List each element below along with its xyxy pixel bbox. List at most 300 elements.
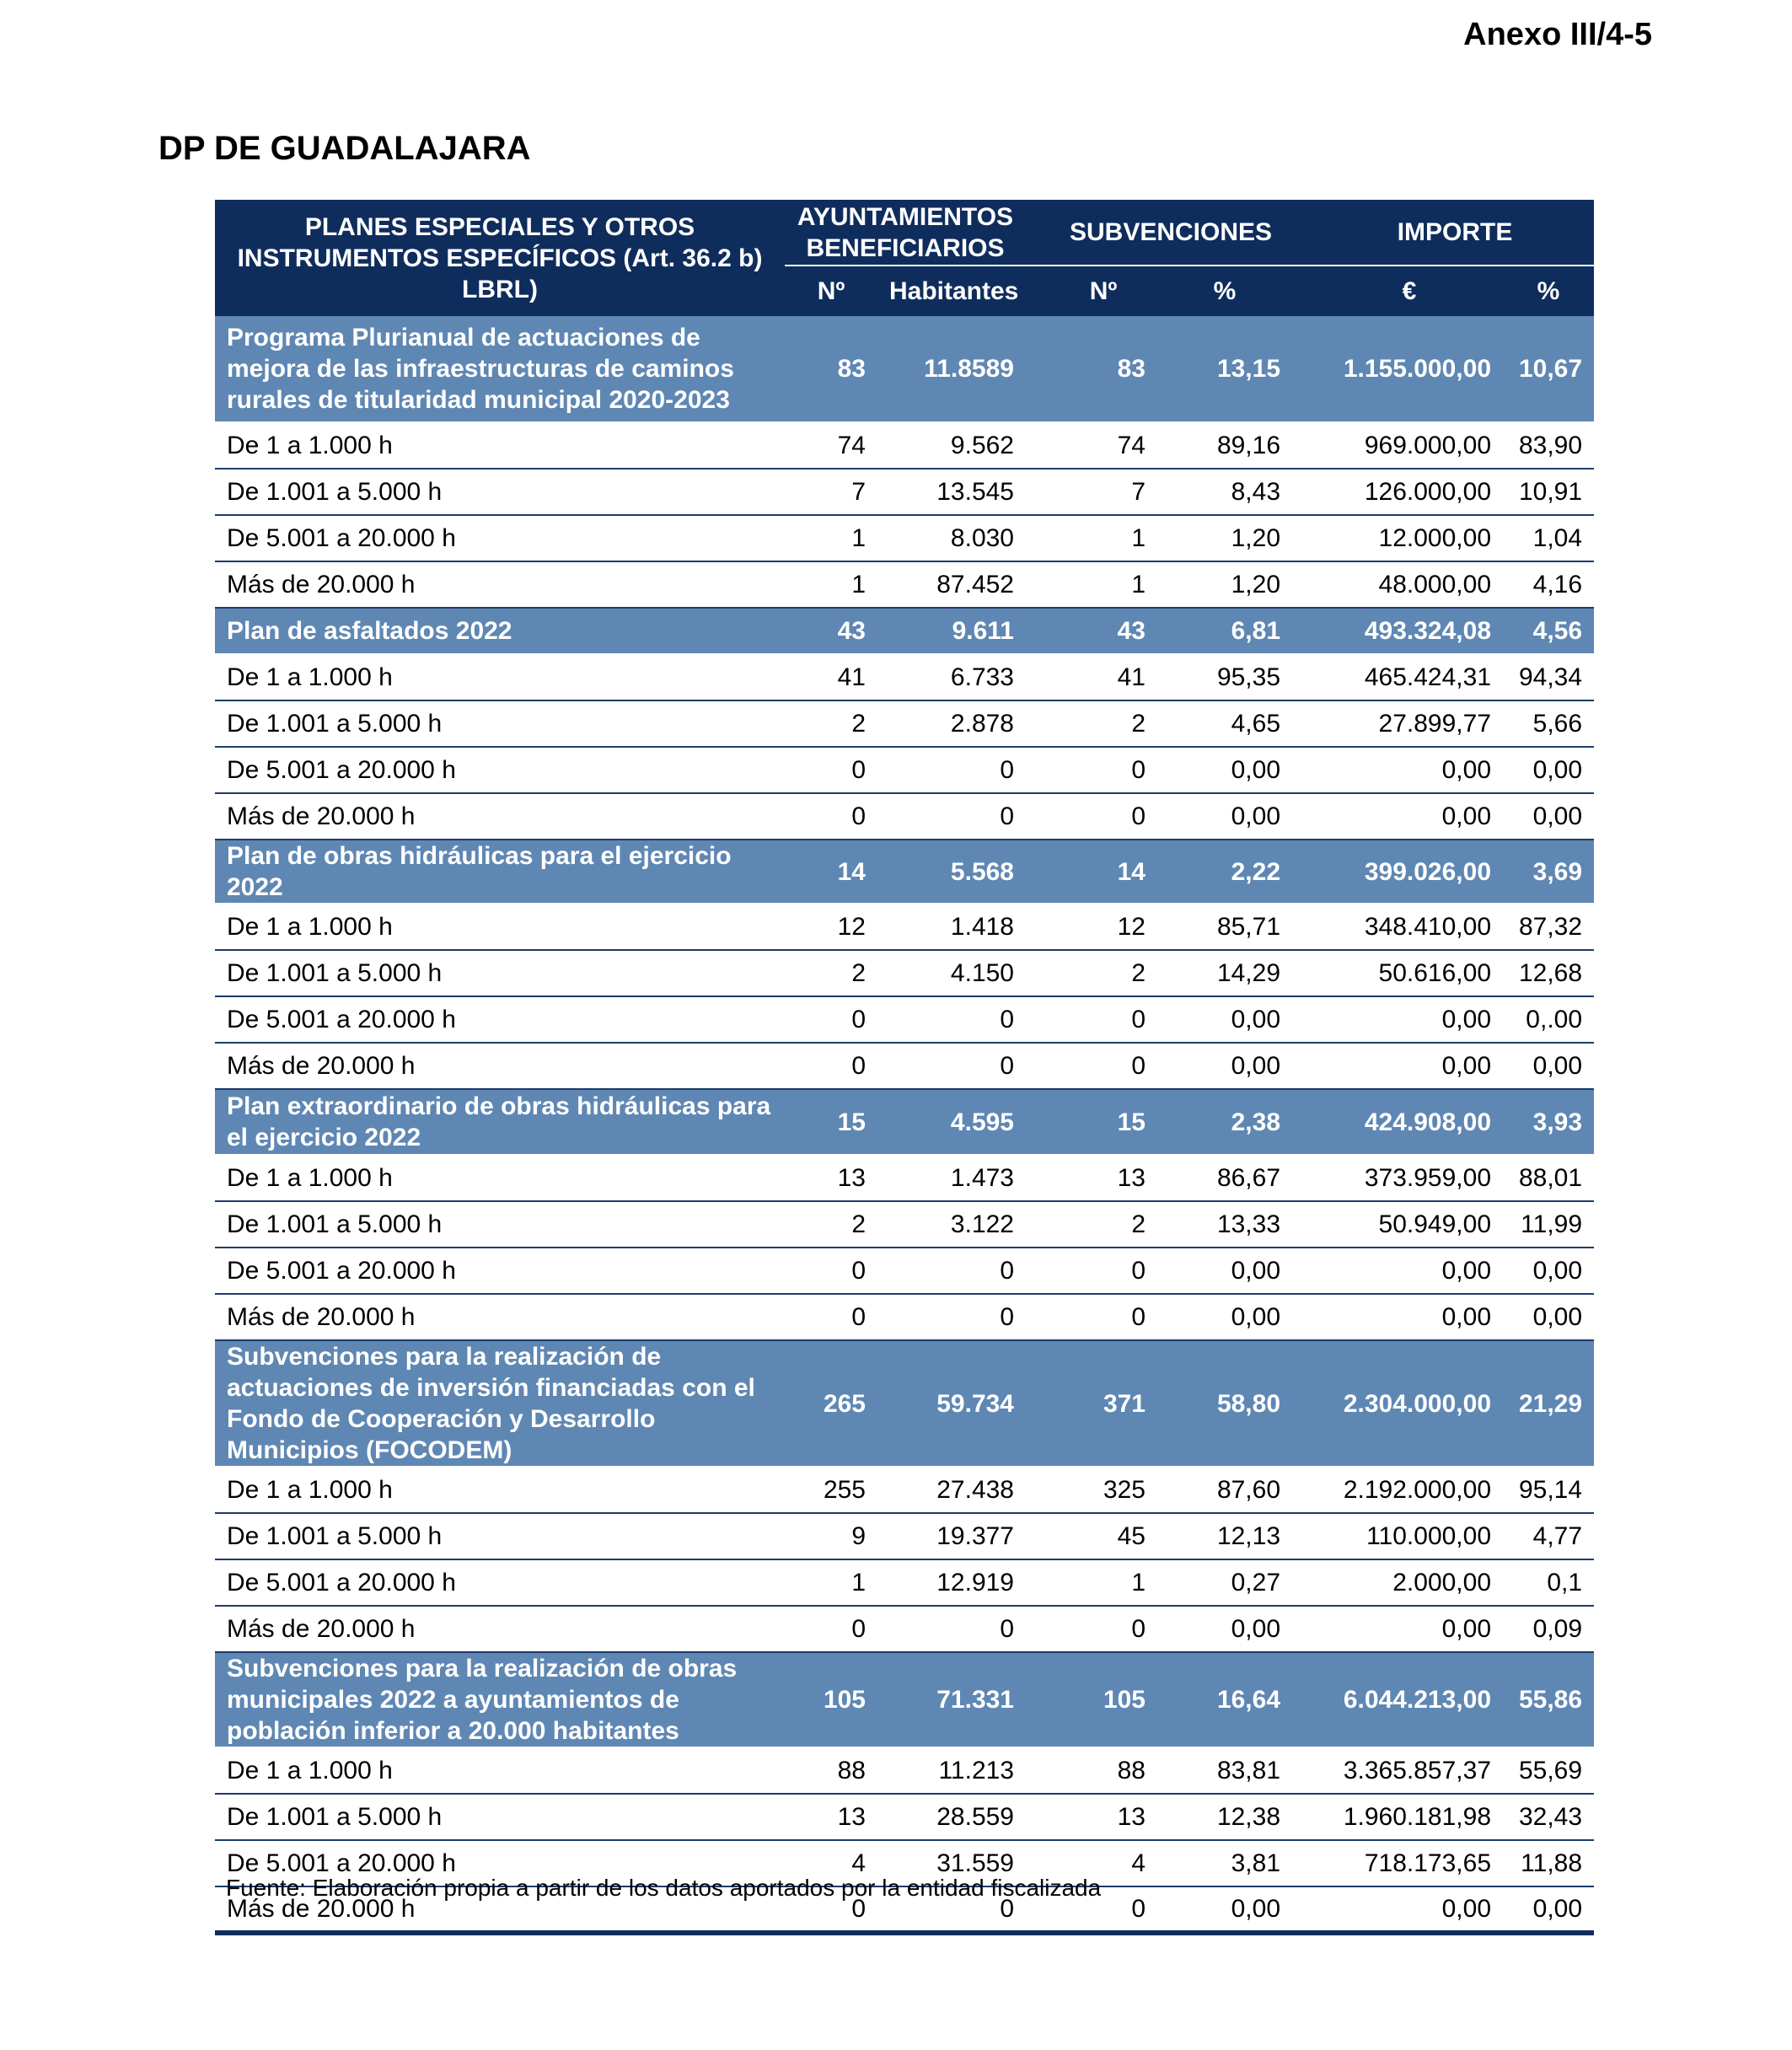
header-euro: €	[1316, 266, 1503, 316]
row-value: 2	[785, 1201, 877, 1248]
row-value: 4,65	[1157, 700, 1292, 747]
row-value: 0	[877, 1294, 1026, 1340]
row-value: 0	[1049, 1294, 1157, 1340]
column-gap	[1292, 1840, 1316, 1886]
row-value: 13,33	[1157, 1201, 1292, 1248]
table-row	[215, 1794, 1594, 1840]
row-value: 6.733	[877, 654, 1026, 700]
group-value: 265	[785, 1340, 877, 1467]
row-value: 0	[877, 1606, 1026, 1652]
annex-label: Anexo III/4-5	[1463, 17, 1652, 52]
row-value: 0,00	[1503, 1886, 1594, 1933]
column-gap	[1026, 316, 1049, 422]
group-value: 10,67	[1503, 316, 1594, 422]
column-gap	[1026, 469, 1049, 515]
column-gap	[1026, 700, 1049, 747]
column-gap	[1026, 515, 1049, 561]
entity-title: DP DE GUADALAJARA	[158, 130, 531, 167]
row-value: 2.000,00	[1316, 1559, 1503, 1606]
row-value: 0	[785, 747, 877, 793]
table-row	[215, 1559, 1594, 1606]
row-value: 12	[785, 904, 877, 950]
header-pct-importe: %	[1503, 266, 1594, 316]
row-value: 83,81	[1157, 1747, 1292, 1794]
table-row	[215, 904, 1594, 950]
row-value: 0,00	[1316, 1886, 1503, 1933]
group-value: 3,69	[1503, 840, 1594, 904]
row-value: 3,81	[1157, 1840, 1292, 1886]
table-row	[215, 1606, 1594, 1652]
row-value: 465.424,31	[1316, 654, 1503, 700]
plans-table	[215, 200, 1594, 1935]
group-label: Plan de asfaltados 2022	[215, 608, 785, 654]
row-value: 31.559	[877, 1840, 1026, 1886]
group-value: 2,38	[1157, 1089, 1292, 1155]
group-value: 15	[785, 1089, 877, 1155]
source-note: Fuente: Elaboración propia a partir de los datos aportados por la entidad fiscalizada	[226, 1875, 1102, 1901]
row-value: 0	[1049, 793, 1157, 840]
column-gap	[1292, 1513, 1316, 1559]
row-value: 0	[785, 1248, 877, 1294]
row-value: 11,99	[1503, 1201, 1594, 1248]
row-label: Más de 20.000 h	[215, 1294, 785, 1340]
row-value: 0,00	[1503, 1248, 1594, 1294]
column-gap	[1026, 1043, 1049, 1089]
column-gap	[1292, 561, 1316, 608]
row-value: 0	[877, 747, 1026, 793]
row-value: 10,91	[1503, 469, 1594, 515]
row-value: 0	[877, 1248, 1026, 1294]
row-value: 0,00	[1503, 1294, 1594, 1340]
row-value: 0	[877, 793, 1026, 840]
row-value: 0	[1049, 1248, 1157, 1294]
column-gap	[1292, 654, 1316, 700]
column-gap	[1026, 904, 1049, 950]
row-value: 88,01	[1503, 1155, 1594, 1201]
row-value: 8.030	[877, 515, 1026, 561]
group-row	[215, 1089, 1594, 1155]
row-value: 373.959,00	[1316, 1155, 1503, 1201]
row-value: 0,00	[1503, 747, 1594, 793]
row-value: 2.192.000,00	[1316, 1467, 1503, 1513]
row-label: Más de 20.000 h	[215, 561, 785, 608]
column-gap	[1026, 1155, 1049, 1201]
column-gap	[1026, 608, 1049, 654]
row-value: 11.213	[877, 1747, 1026, 1794]
row-value: 0,00	[1157, 1248, 1292, 1294]
row-value: 0,00	[1316, 793, 1503, 840]
row-value: 8,43	[1157, 469, 1292, 515]
group-value: 13,15	[1157, 316, 1292, 422]
column-gap	[1026, 950, 1049, 996]
group-value: 21,29	[1503, 1340, 1594, 1467]
row-value: 1	[785, 515, 877, 561]
group-label: Plan de obras hidráulicas para el ejercicio 2022	[215, 840, 785, 904]
row-value: 0,00	[1157, 1886, 1292, 1933]
row-value: 0,00	[1316, 996, 1503, 1043]
row-value: 0,1	[1503, 1559, 1594, 1606]
row-label: De 5.001 a 20.000 h	[215, 996, 785, 1043]
row-value: 45	[1049, 1513, 1157, 1559]
row-value: 87,32	[1503, 904, 1594, 950]
group-value: 424.908,00	[1316, 1089, 1503, 1155]
row-value: 2	[1049, 1201, 1157, 1248]
row-value: 85,71	[1157, 904, 1292, 950]
table-row	[215, 1248, 1594, 1294]
row-label: De 1 a 1.000 h	[215, 654, 785, 700]
column-gap	[1292, 793, 1316, 840]
row-value: 0,00	[1316, 1294, 1503, 1340]
row-label: Más de 20.000 h	[215, 1606, 785, 1652]
row-value: 4	[1049, 1840, 1157, 1886]
row-value: 4.150	[877, 950, 1026, 996]
table-row	[215, 1201, 1594, 1248]
row-value: 87,60	[1157, 1467, 1292, 1513]
column-gap	[1292, 950, 1316, 996]
group-value: 15	[1049, 1089, 1157, 1155]
column-gap	[1026, 1467, 1049, 1513]
group-value: 9.611	[877, 608, 1026, 654]
row-value: 0	[1049, 996, 1157, 1043]
row-value: 0	[877, 1886, 1026, 1933]
column-gap	[1026, 1294, 1049, 1340]
row-value: 2	[1049, 950, 1157, 996]
table-row	[215, 1467, 1594, 1513]
column-gap	[1292, 469, 1316, 515]
group-value: 11.8589	[877, 316, 1026, 422]
row-label: De 1.001 a 5.000 h	[215, 1794, 785, 1840]
header-n-ayuntamientos: Nº	[785, 266, 877, 316]
group-value: 58,80	[1157, 1340, 1292, 1467]
table-row	[215, 747, 1594, 793]
group-value: 2.304.000,00	[1316, 1340, 1503, 1467]
row-value: 13	[1049, 1794, 1157, 1840]
header-importe: IMPORTE	[1316, 200, 1594, 266]
column-gap	[1292, 316, 1316, 422]
row-value: 4	[785, 1840, 877, 1886]
group-value: 6.044.213,00	[1316, 1652, 1503, 1747]
column-gap	[1292, 700, 1316, 747]
table-row	[215, 654, 1594, 700]
row-value: 0,00	[1157, 793, 1292, 840]
row-label: De 1 a 1.000 h	[215, 904, 785, 950]
row-label: De 5.001 a 20.000 h	[215, 1559, 785, 1606]
row-value: 1,20	[1157, 561, 1292, 608]
row-value: 0,00	[1157, 1294, 1292, 1340]
row-value: 126.000,00	[1316, 469, 1503, 515]
row-label: De 1.001 a 5.000 h	[215, 469, 785, 515]
group-value: 2,22	[1157, 840, 1292, 904]
column-gap	[1026, 1606, 1049, 1652]
row-value: 0,00	[1157, 996, 1292, 1043]
row-label: De 1.001 a 5.000 h	[215, 1201, 785, 1248]
group-row	[215, 316, 1594, 422]
row-value: 89,16	[1157, 422, 1292, 469]
column-gap	[1026, 1201, 1049, 1248]
row-value: 0,00	[1157, 1043, 1292, 1089]
table-row	[215, 1513, 1594, 1559]
header-gap	[1026, 266, 1049, 316]
row-value: 0	[785, 793, 877, 840]
column-gap	[1026, 1652, 1049, 1747]
row-value: 14,29	[1157, 950, 1292, 996]
column-gap	[1292, 422, 1316, 469]
table-row	[215, 996, 1594, 1043]
row-value: 0	[785, 1886, 877, 1933]
row-value: 0	[785, 1043, 877, 1089]
row-value: 95,35	[1157, 654, 1292, 700]
table-row	[215, 793, 1594, 840]
column-gap	[1292, 1340, 1316, 1467]
group-value: 59.734	[877, 1340, 1026, 1467]
row-label: Más de 20.000 h	[215, 1886, 785, 1933]
header-plans: PLANES ESPECIALES Y OTROS INSTRUMENTOS ESPECÍFICOS (Art. 36.2 b) LBRL)	[215, 200, 785, 316]
column-gap	[1292, 1652, 1316, 1747]
row-label: De 1 a 1.000 h	[215, 1747, 785, 1794]
column-gap	[1292, 1747, 1316, 1794]
column-gap	[1292, 1294, 1316, 1340]
row-value: 0	[877, 1043, 1026, 1089]
row-value: 19.377	[877, 1513, 1026, 1559]
group-row	[215, 608, 1594, 654]
header-gap	[1292, 266, 1316, 316]
column-gap	[1292, 608, 1316, 654]
group-value: 83	[1049, 316, 1157, 422]
row-value: 7	[785, 469, 877, 515]
column-gap	[1026, 996, 1049, 1043]
row-value: 12.919	[877, 1559, 1026, 1606]
row-value: 88	[1049, 1747, 1157, 1794]
row-value: 0,00	[1316, 1248, 1503, 1294]
row-value: 1	[1049, 561, 1157, 608]
group-value: 371	[1049, 1340, 1157, 1467]
row-label: Más de 20.000 h	[215, 793, 785, 840]
row-value: 969.000,00	[1316, 422, 1503, 469]
column-gap	[1292, 1201, 1316, 1248]
group-value: 16,64	[1157, 1652, 1292, 1747]
row-value: 94,34	[1503, 654, 1594, 700]
group-value: 5.568	[877, 840, 1026, 904]
row-value: 13	[1049, 1155, 1157, 1201]
group-value: 399.026,00	[1316, 840, 1503, 904]
row-value: 27.438	[877, 1467, 1026, 1513]
row-label: De 1 a 1.000 h	[215, 1155, 785, 1201]
group-row	[215, 1340, 1594, 1467]
row-value: 0	[785, 996, 877, 1043]
row-value: 0	[1049, 1606, 1157, 1652]
header-gap	[1026, 200, 1049, 266]
row-value: 41	[1049, 654, 1157, 700]
table-row	[215, 700, 1594, 747]
row-value: 0,00	[1157, 1606, 1292, 1652]
row-value: 9	[785, 1513, 877, 1559]
column-gap	[1292, 515, 1316, 561]
group-value: 43	[785, 608, 877, 654]
column-gap	[1292, 747, 1316, 793]
group-label: Subvenciones para la realización de actuaciones de inversión financiadas con el Fondo de Cooperación y Desarrollo Municipios (FOCODEM)	[215, 1340, 785, 1467]
header-ayuntamientos: AYUNTAMIENTOS BENEFICIARIOS	[785, 200, 1026, 266]
group-value: 4,56	[1503, 608, 1594, 654]
row-value: 5,66	[1503, 700, 1594, 747]
column-gap	[1026, 1340, 1049, 1467]
group-value: 43	[1049, 608, 1157, 654]
row-value: 2	[785, 700, 877, 747]
group-value: 105	[785, 1652, 877, 1747]
row-value: 41	[785, 654, 877, 700]
table-row	[215, 469, 1594, 515]
row-label: De 1 a 1.000 h	[215, 1467, 785, 1513]
row-label: De 1.001 a 5.000 h	[215, 700, 785, 747]
group-value: 71.331	[877, 1652, 1026, 1747]
row-label: Más de 20.000 h	[215, 1043, 785, 1089]
row-value: 83,90	[1503, 422, 1594, 469]
column-gap	[1026, 1747, 1049, 1794]
column-gap	[1026, 422, 1049, 469]
group-value: 493.324,08	[1316, 608, 1503, 654]
row-value: 0,00	[1316, 747, 1503, 793]
row-value: 0	[877, 996, 1026, 1043]
row-value: 1	[1049, 515, 1157, 561]
group-label: Plan extraordinario de obras hidráulicas para el ejercicio 2022	[215, 1089, 785, 1155]
row-label: De 5.001 a 20.000 h	[215, 747, 785, 793]
column-gap	[1026, 1248, 1049, 1294]
row-value: 27.899,77	[1316, 700, 1503, 747]
row-value: 74	[1049, 422, 1157, 469]
group-value: 3,93	[1503, 1089, 1594, 1155]
group-value: 105	[1049, 1652, 1157, 1747]
row-value: 12,38	[1157, 1794, 1292, 1840]
row-value: 86,67	[1157, 1155, 1292, 1201]
column-gap	[1292, 1606, 1316, 1652]
row-value: 9.562	[877, 422, 1026, 469]
table-row	[215, 1155, 1594, 1201]
row-value: 1.960.181,98	[1316, 1794, 1503, 1840]
group-row	[215, 1652, 1594, 1747]
column-gap	[1026, 1559, 1049, 1606]
row-value: 0,00	[1316, 1043, 1503, 1089]
row-value: 4,16	[1503, 561, 1594, 608]
table-row	[215, 950, 1594, 996]
table-body	[215, 316, 1594, 1933]
row-value: 0,00	[1157, 747, 1292, 793]
column-gap	[1292, 1043, 1316, 1089]
group-label: Subvenciones para la realización de obras municipales 2022 a ayuntamientos de población inferior a 20.000 habitantes	[215, 1652, 785, 1747]
row-value: 95,14	[1503, 1467, 1594, 1513]
column-gap	[1292, 1155, 1316, 1201]
column-gap	[1026, 561, 1049, 608]
row-value: 0,00	[1503, 793, 1594, 840]
row-value: 1.418	[877, 904, 1026, 950]
row-value: 1,04	[1503, 515, 1594, 561]
table-row	[215, 515, 1594, 561]
row-value: 13.545	[877, 469, 1026, 515]
column-gap	[1026, 654, 1049, 700]
row-value: 13	[785, 1794, 877, 1840]
row-value: 48.000,00	[1316, 561, 1503, 608]
row-value: 0,00	[1316, 1606, 1503, 1652]
row-value: 0	[1049, 1886, 1157, 1933]
row-value: 1.473	[877, 1155, 1026, 1201]
row-value: 74	[785, 422, 877, 469]
row-value: 32,43	[1503, 1794, 1594, 1840]
column-gap	[1292, 1559, 1316, 1606]
group-value: 14	[1049, 840, 1157, 904]
header-pct-subvenciones: %	[1157, 266, 1292, 316]
row-label: De 5.001 a 20.000 h	[215, 1840, 785, 1886]
row-value: 3.122	[877, 1201, 1026, 1248]
column-gap	[1292, 904, 1316, 950]
row-value: 1	[785, 561, 877, 608]
row-value: 3.365.857,37	[1316, 1747, 1503, 1794]
row-value: 348.410,00	[1316, 904, 1503, 950]
row-value: 718.173,65	[1316, 1840, 1503, 1886]
group-value: 55,86	[1503, 1652, 1594, 1747]
row-value: 1	[785, 1559, 877, 1606]
row-value: 110.000,00	[1316, 1513, 1503, 1559]
row-value: 13	[785, 1155, 877, 1201]
group-label: Programa Plurianual de actuaciones de mejora de las infraestructuras de caminos rurales de titularidad municipal 2020-2023	[215, 316, 785, 422]
column-gap	[1292, 1886, 1316, 1933]
row-value: 2	[1049, 700, 1157, 747]
row-value: 50.949,00	[1316, 1201, 1503, 1248]
row-value: 0,.00	[1503, 996, 1594, 1043]
group-value: 4.595	[877, 1089, 1026, 1155]
row-label: De 1.001 a 5.000 h	[215, 950, 785, 996]
row-value: 11,88	[1503, 1840, 1594, 1886]
column-gap	[1026, 793, 1049, 840]
header-gap	[1292, 200, 1316, 266]
row-label: De 1.001 a 5.000 h	[215, 1513, 785, 1559]
column-gap	[1292, 996, 1316, 1043]
row-value: 7	[1049, 469, 1157, 515]
row-value: 12,13	[1157, 1513, 1292, 1559]
table-row	[215, 1747, 1594, 1794]
column-gap	[1026, 1794, 1049, 1840]
column-gap	[1292, 1089, 1316, 1155]
column-gap	[1292, 1248, 1316, 1294]
row-value: 50.616,00	[1316, 950, 1503, 996]
row-value: 55,69	[1503, 1747, 1594, 1794]
row-value: 87.452	[877, 561, 1026, 608]
group-value: 83	[785, 316, 877, 422]
column-gap	[1292, 1467, 1316, 1513]
row-value: 88	[785, 1747, 877, 1794]
row-value: 1	[1049, 1559, 1157, 1606]
column-gap	[1026, 1513, 1049, 1559]
header-habitantes: Habitantes	[877, 266, 1026, 316]
row-value: 255	[785, 1467, 877, 1513]
row-value: 0	[1049, 747, 1157, 793]
group-value: 6,81	[1157, 608, 1292, 654]
row-value: 0	[785, 1294, 877, 1340]
column-gap	[1026, 747, 1049, 793]
column-gap	[1026, 1089, 1049, 1155]
group-value: 1.155.000,00	[1316, 316, 1503, 422]
header-subvenciones: SUBVENCIONES	[1049, 200, 1292, 266]
row-value: 0	[1049, 1043, 1157, 1089]
row-value: 2	[785, 950, 877, 996]
row-value: 0,27	[1157, 1559, 1292, 1606]
column-gap	[1292, 1794, 1316, 1840]
table-row	[215, 561, 1594, 608]
group-row	[215, 840, 1594, 904]
row-value: 4,77	[1503, 1513, 1594, 1559]
header-n-subvenciones: Nº	[1049, 266, 1157, 316]
column-gap	[1026, 840, 1049, 904]
table-row	[215, 422, 1594, 469]
row-label: De 5.001 a 20.000 h	[215, 1248, 785, 1294]
row-value: 12	[1049, 904, 1157, 950]
